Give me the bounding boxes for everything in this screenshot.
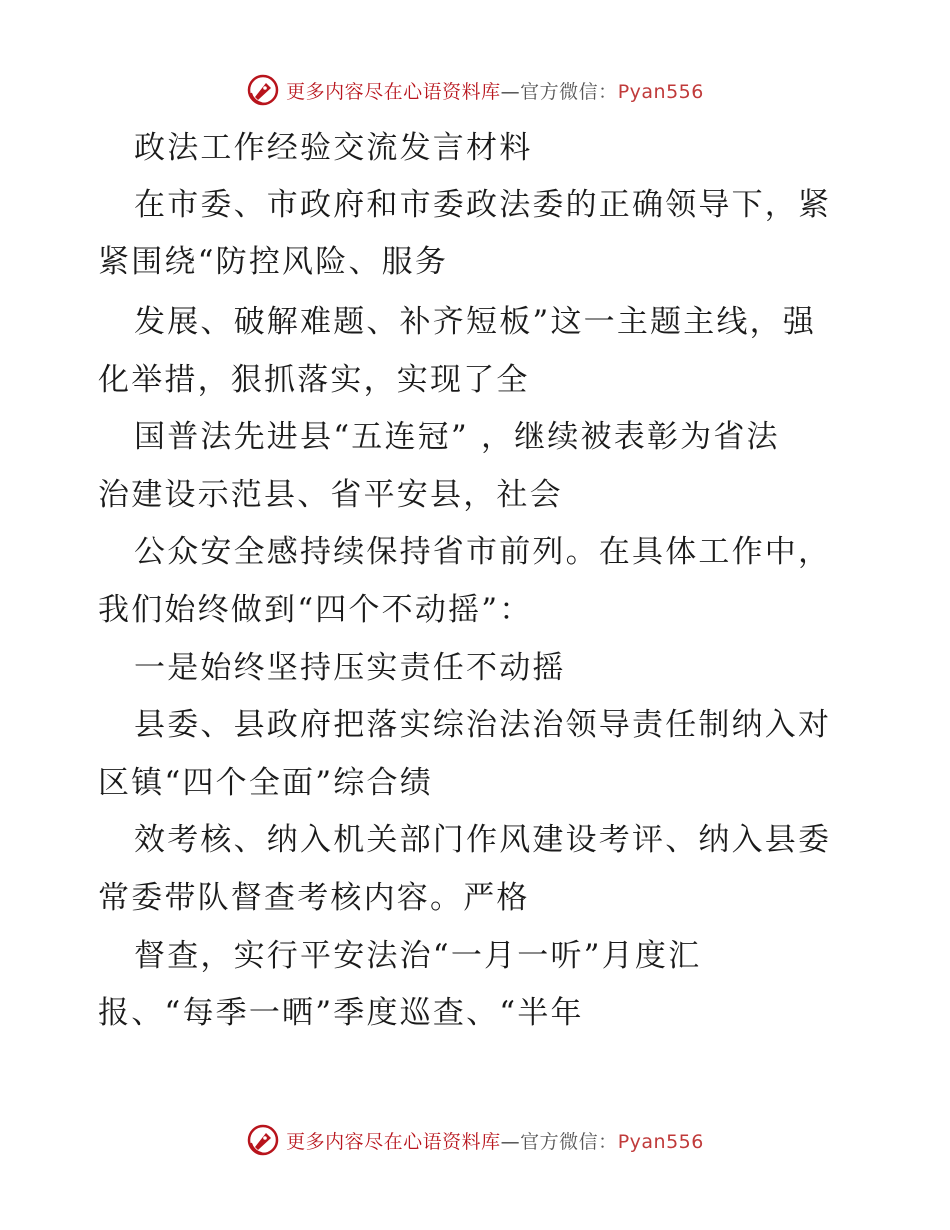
footer-brand-text: 更多内容尽在心语资料库: [286, 1130, 501, 1153]
paragraph-line: 国普法先进县“五连冠” ，继续被表彰为省法: [134, 419, 780, 455]
header-wechat-id: Pyan556: [617, 80, 704, 103]
section-heading: 一是始终坚持压实责任不动摇: [134, 650, 566, 686]
paragraph-line: 发展、破解难题、补齐短板”这一主题主线，强: [134, 304, 817, 340]
header-brand-text: 更多内容尽在心语资料库: [286, 80, 501, 103]
paragraph-line: 常委带队督查考核内容。严格: [98, 880, 530, 916]
document-title: 政法工作经验交流发言材料: [134, 130, 533, 166]
paragraph-line: 县委、县政府把落实综治法治领导责任制纳入对: [134, 707, 832, 743]
paragraph-line: 公众安全感持续保持省市前列。在具体工作中，: [134, 534, 832, 570]
header-watermark-text: [286, 77, 704, 104]
paragraph-line: 化举措，狠抓落实，实现了全: [98, 362, 530, 398]
header-separator: —: [500, 80, 521, 103]
footer-separator: —: [500, 1130, 521, 1153]
paragraph-line: 督查，实行平安法治“一月一听”月度汇: [134, 938, 702, 974]
pen-nib-logo-icon: [246, 73, 280, 107]
paragraph-line: 在市委、市政府和市委政法委的正确领导下，紧: [134, 187, 832, 223]
footer-watermark-text: [286, 1127, 704, 1154]
paragraph-line: 紧围绕“防控风险、服务: [98, 244, 449, 280]
footer-wechat-label: 官方微信：: [520, 1130, 618, 1153]
paragraph-line: 我们始终做到“四个不动摇”：: [98, 592, 533, 628]
footer-wechat-id: Pyan556: [617, 1130, 704, 1153]
header-wechat-label: 官方微信：: [520, 80, 618, 103]
header-banner: [0, 70, 950, 110]
paragraph-line: 区镇“四个全面”综合绩: [98, 765, 433, 801]
paragraph-line: 报、“每季一晒”季度巡查、“半年: [98, 995, 584, 1031]
pen-nib-logo-icon: [246, 1123, 280, 1157]
footer-banner: [0, 1120, 950, 1160]
paragraph-line: 治建设示范县、省平安县，社会: [98, 477, 563, 513]
paragraph-line: 效考核、纳入机关部门作风建设考评、纳入县委: [134, 822, 832, 858]
